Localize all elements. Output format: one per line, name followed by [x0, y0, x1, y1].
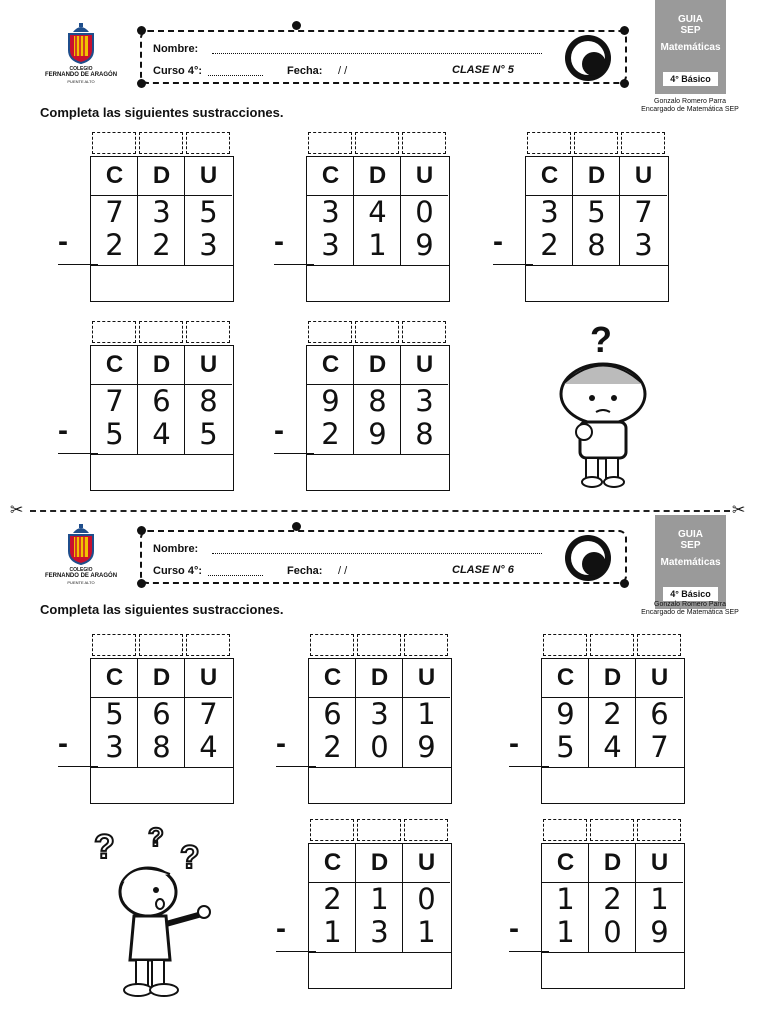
carry-box[interactable]	[543, 819, 587, 841]
carry-box[interactable]	[186, 321, 230, 343]
minuend-digit: 3	[540, 195, 559, 229]
corner-dot	[292, 21, 301, 30]
exercise	[58, 634, 238, 806]
column-header: D	[370, 664, 389, 691]
minuend-digit: 1	[650, 882, 669, 916]
minus-sign: -	[58, 414, 68, 447]
column-header: C	[105, 351, 124, 378]
scissors-icon: ✂	[732, 502, 746, 519]
result-divider	[308, 767, 451, 768]
answer-field[interactable]	[91, 456, 232, 490]
exercise	[274, 132, 454, 304]
crest-icon	[66, 523, 96, 565]
carry-box[interactable]	[92, 132, 136, 154]
guia-subject: Matemáticas	[660, 557, 721, 568]
subtrahend-digit: 7	[650, 730, 669, 764]
cdu-table	[541, 658, 685, 804]
subtrahend-digit: 4	[152, 417, 171, 451]
minuend-digit: 0	[415, 195, 434, 229]
subtrahend-digit: 0	[370, 730, 389, 764]
minuend-digit: 6	[323, 697, 342, 731]
exercise	[493, 132, 673, 304]
cdu-table	[541, 843, 685, 989]
minuend-digit: 9	[556, 697, 575, 731]
column-header: U	[650, 849, 669, 876]
column-header: U	[199, 351, 218, 378]
carry-box[interactable]	[637, 634, 681, 656]
minuend-digit: 2	[323, 882, 342, 916]
exercise	[58, 132, 238, 304]
column-header: C	[556, 664, 575, 691]
header-box	[140, 530, 627, 584]
subtrahend-digit: 5	[556, 730, 575, 764]
subtrahend-digit: 3	[370, 915, 389, 949]
corner-dot	[292, 522, 301, 531]
column-header: U	[417, 849, 436, 876]
minus-sign: -	[58, 727, 68, 760]
column-header: D	[368, 162, 387, 189]
minus-sign: -	[509, 727, 519, 760]
subtrahend-digit: 1	[417, 915, 436, 949]
column-header: U	[415, 162, 434, 189]
school-line1: COLEGIO	[69, 567, 93, 573]
carry-box[interactable]	[139, 634, 183, 656]
answer-field[interactable]	[91, 267, 232, 301]
subtrahend-digit: 2	[540, 228, 559, 262]
minuend-digit: 5	[105, 697, 124, 731]
answer-field[interactable]	[307, 456, 448, 490]
minus-sign: -	[509, 912, 519, 945]
carry-box[interactable]	[92, 321, 136, 343]
carry-box[interactable]	[92, 634, 136, 656]
column-header: C	[321, 162, 340, 189]
result-divider	[308, 952, 451, 953]
column-header: C	[105, 664, 124, 691]
column-header: U	[199, 162, 218, 189]
guia-line2: SEP	[680, 540, 701, 551]
cdu-table	[90, 658, 234, 804]
minuend-digit: 1	[556, 882, 575, 916]
guia-level: 4° Básico	[663, 72, 718, 86]
minuend-digit: 5	[199, 195, 218, 229]
carry-box[interactable]	[527, 132, 571, 154]
carry-box[interactable]	[574, 132, 618, 154]
subtrahend-digit: 0	[603, 915, 622, 949]
fecha-label: Fecha:	[287, 565, 323, 577]
corner-dot	[137, 79, 146, 88]
carry-box[interactable]	[308, 132, 352, 154]
curso-label: Curso 4°:	[153, 65, 203, 77]
carry-box[interactable]	[402, 321, 446, 343]
subtrahend-digit: 2	[105, 228, 124, 262]
smiley-face-icon	[565, 535, 611, 581]
corner-dot	[137, 579, 146, 588]
carry-box[interactable]	[308, 321, 352, 343]
thinking-boy-icon	[548, 322, 652, 492]
exercise	[509, 634, 689, 806]
cdu-table	[306, 345, 450, 491]
carry-box[interactable]	[355, 321, 399, 343]
carry-box[interactable]	[357, 819, 401, 841]
guia-badge	[655, 0, 726, 94]
cdu-table	[525, 156, 669, 302]
column-header: D	[603, 664, 622, 691]
result-line	[493, 264, 533, 265]
carry-box[interactable]	[621, 132, 665, 154]
fecha-label: Fecha:	[287, 65, 323, 77]
result-line	[274, 453, 314, 454]
subtrahend-digit: 1	[556, 915, 575, 949]
subtrahend-digit: 9	[650, 915, 669, 949]
guia-line2: SEP	[680, 25, 701, 36]
minus-sign: -	[493, 225, 503, 258]
column-header: C	[105, 162, 124, 189]
cut-line	[30, 510, 730, 512]
corner-dot	[620, 79, 629, 88]
cdu-table	[306, 156, 450, 302]
column-header: U	[650, 664, 669, 691]
exercise	[274, 321, 454, 493]
result-line	[274, 264, 314, 265]
column-header: D	[152, 664, 171, 691]
carry-box[interactable]	[590, 634, 634, 656]
column-header: C	[323, 849, 342, 876]
subtrahend-digit: 4	[603, 730, 622, 764]
result-line	[58, 264, 98, 265]
school-logo	[44, 22, 118, 88]
minuend-digit: 6	[650, 697, 669, 731]
curso-label: Curso 4°:	[153, 565, 203, 577]
result-line	[276, 766, 316, 767]
exercise	[276, 819, 456, 991]
subtrahend-digit: 9	[415, 228, 434, 262]
minuend-digit: 8	[368, 384, 387, 418]
clase-number: CLASE N° 6	[452, 564, 514, 576]
minuend-digit: 7	[199, 697, 218, 731]
subtrahend-digit: 9	[417, 730, 436, 764]
result-line	[509, 766, 549, 767]
worksheet-clase-6	[0, 515, 768, 1024]
svg-text:?: ?	[180, 839, 200, 875]
result-line	[58, 453, 98, 454]
column-header: D	[368, 351, 387, 378]
carry-box[interactable]	[402, 132, 446, 154]
carry-box[interactable]	[139, 321, 183, 343]
carry-box[interactable]	[637, 819, 681, 841]
minuend-digit: 4	[368, 195, 387, 229]
carry-box[interactable]	[404, 819, 448, 841]
carry-box[interactable]	[310, 819, 354, 841]
carry-box[interactable]	[310, 634, 354, 656]
exercise	[276, 634, 456, 806]
answer-field[interactable]	[526, 267, 667, 301]
author-name: Gonzalo Romero Parra	[654, 98, 726, 105]
column-header: C	[556, 849, 575, 876]
minuend-digit: 7	[105, 195, 124, 229]
school-name: FERNANDO DE ARAGÓN	[44, 72, 118, 78]
header-box	[140, 30, 627, 84]
column-header: U	[417, 664, 436, 691]
minus-sign: -	[58, 225, 68, 258]
clase-number: CLASE N° 5	[452, 64, 514, 76]
subtrahend-digit: 1	[368, 228, 387, 262]
guia-line1: GUIA	[678, 14, 703, 25]
minuend-digit: 3	[370, 697, 389, 731]
guia-badge	[655, 515, 726, 609]
school-line3: PUENTE ALTO	[67, 79, 95, 84]
minuend-digit: 1	[417, 697, 436, 731]
guia-subject: Matemáticas	[660, 42, 721, 53]
result-line	[58, 766, 98, 767]
corner-dot	[137, 526, 146, 535]
author-role: Encargado de Matemática SEP	[641, 609, 739, 616]
corner-dot	[620, 26, 629, 35]
author	[630, 601, 750, 617]
subtrahend-digit: 8	[415, 417, 434, 451]
column-header: C	[321, 351, 340, 378]
minus-sign: -	[274, 414, 284, 447]
answer-field[interactable]	[542, 769, 683, 803]
guia-line1: GUIA	[678, 529, 703, 540]
minuend-digit: 6	[152, 697, 171, 731]
subtrahend-digit: 8	[152, 730, 171, 764]
carry-box[interactable]	[355, 132, 399, 154]
column-header: U	[199, 664, 218, 691]
carry-box[interactable]	[404, 634, 448, 656]
minus-sign: -	[276, 727, 286, 760]
confused-boy-icon	[90, 820, 220, 1000]
guia-level: 4° Básico	[663, 587, 718, 601]
scissors-icon: ✂	[10, 502, 24, 519]
carry-box[interactable]	[186, 634, 230, 656]
minuend-digit: 5	[587, 195, 606, 229]
subtrahend-digit: 9	[368, 417, 387, 451]
nombre-field[interactable]	[212, 553, 542, 554]
school-name: FERNANDO DE ARAGÓN	[44, 573, 118, 579]
column-header: U	[634, 162, 653, 189]
subtrahend-digit: 3	[199, 228, 218, 262]
curso-field[interactable]	[208, 575, 263, 576]
column-header: C	[323, 664, 342, 691]
minus-sign: -	[274, 225, 284, 258]
column-header: D	[152, 162, 171, 189]
cdu-table	[308, 658, 452, 804]
smiley-face-icon	[565, 35, 611, 81]
crest-icon	[66, 22, 96, 64]
cdu-table	[90, 156, 234, 302]
subtrahend-digit: 5	[105, 417, 124, 451]
column-header: D	[587, 162, 606, 189]
instruction: Completa las siguientes sustracciones.	[40, 602, 284, 617]
school-line3: PUENTE ALTO	[67, 580, 95, 585]
carry-box[interactable]	[139, 132, 183, 154]
cdu-table	[90, 345, 234, 491]
result-divider	[541, 767, 684, 768]
answer-field[interactable]	[309, 954, 450, 988]
author	[630, 98, 750, 114]
carry-box[interactable]	[543, 634, 587, 656]
answer-field[interactable]	[542, 954, 683, 988]
svg-text:?: ?	[590, 322, 612, 360]
author-name: Gonzalo Romero Parra	[654, 601, 726, 608]
carry-box[interactable]	[357, 634, 401, 656]
result-line	[509, 951, 549, 952]
column-header: D	[152, 351, 171, 378]
corner-dot	[137, 26, 146, 35]
school-line1: COLEGIO	[69, 66, 93, 72]
nombre-field[interactable]	[212, 53, 542, 54]
carry-box[interactable]	[590, 819, 634, 841]
minuend-digit: 2	[603, 882, 622, 916]
minuend-digit: 7	[105, 384, 124, 418]
cdu-table	[308, 843, 452, 989]
corner-dot	[620, 579, 629, 588]
subtrahend-digit: 5	[199, 417, 218, 451]
minuend-digit: 0	[417, 882, 436, 916]
subtrahend-digit: 3	[634, 228, 653, 262]
author-role: Encargado de Matemática SEP	[641, 106, 739, 113]
subtrahend-digit: 3	[105, 730, 124, 764]
minuend-digit: 2	[603, 697, 622, 731]
subtrahend-digit: 8	[587, 228, 606, 262]
subtrahend-digit: 2	[152, 228, 171, 262]
school-logo	[44, 523, 118, 589]
minuend-digit: 8	[199, 384, 218, 418]
instruction: Completa las siguientes sustracciones.	[40, 105, 284, 120]
column-header: D	[603, 849, 622, 876]
nombre-label: Nombre:	[153, 543, 199, 555]
subtrahend-digit: 4	[199, 730, 218, 764]
result-divider	[90, 454, 233, 455]
answer-field[interactable]	[309, 769, 450, 803]
minuend-digit: 9	[321, 384, 340, 418]
minuend-digit: 7	[634, 195, 653, 229]
column-header: U	[415, 351, 434, 378]
result-divider	[306, 265, 449, 266]
nombre-label: Nombre:	[153, 43, 199, 55]
minuend-digit: 3	[321, 195, 340, 229]
svg-text:?: ?	[94, 828, 115, 866]
exercise	[509, 819, 689, 991]
minus-sign: -	[276, 912, 286, 945]
result-divider	[306, 454, 449, 455]
worksheet-clase-5	[0, 0, 768, 505]
answer-field[interactable]	[91, 769, 232, 803]
column-header: C	[540, 162, 559, 189]
fecha-field[interactable]: / /	[338, 65, 348, 77]
minuend-digit: 3	[415, 384, 434, 418]
svg-text:?: ?	[148, 822, 164, 852]
column-header: D	[370, 849, 389, 876]
curso-field[interactable]	[208, 75, 263, 76]
result-divider	[525, 265, 668, 266]
minuend-digit: 3	[152, 195, 171, 229]
result-divider	[541, 952, 684, 953]
exercise	[58, 321, 238, 493]
minuend-digit: 6	[152, 384, 171, 418]
answer-field[interactable]	[307, 267, 448, 301]
subtrahend-digit: 1	[323, 915, 342, 949]
result-line	[276, 951, 316, 952]
subtrahend-digit: 3	[321, 228, 340, 262]
carry-box[interactable]	[186, 132, 230, 154]
fecha-field[interactable]: / /	[338, 565, 348, 577]
result-divider	[90, 767, 233, 768]
result-divider	[90, 265, 233, 266]
subtrahend-digit: 2	[321, 417, 340, 451]
subtrahend-digit: 2	[323, 730, 342, 764]
minuend-digit: 1	[370, 882, 389, 916]
